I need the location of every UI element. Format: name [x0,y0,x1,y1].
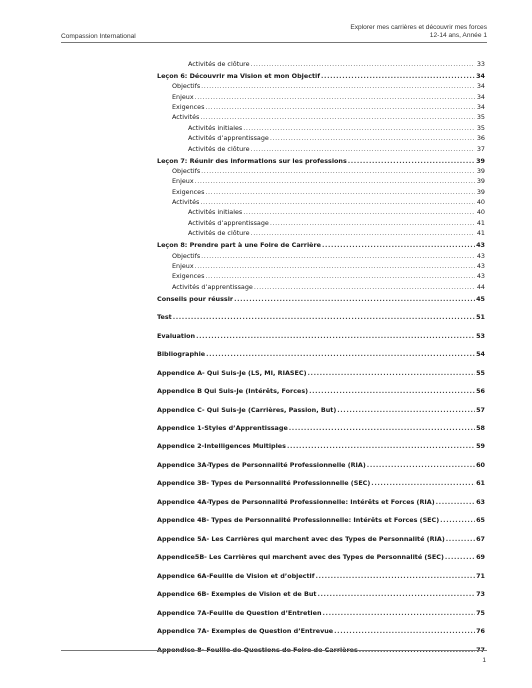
toc-entry[interactable] [157,589,485,599]
toc-entry-label: Leçon 7: Réunir des informations sur les professions [157,156,347,165]
toc-entry-label: Appendice C- Qui Suis-Je (Carrières, Passion, But) [157,405,337,414]
toc-entry[interactable] [157,251,485,261]
toc-entry-label: Activités de clôture [188,229,250,238]
toc-entry[interactable] [157,102,485,112]
toc-entry[interactable] [157,478,485,488]
toc-dot-leader [323,608,475,618]
toc-dot-leader [371,478,475,488]
toc-entry-page-number: 58 [476,423,485,432]
toc-entry-page-number: 39 [476,156,485,165]
toc-dot-leader [251,144,475,154]
table-of-contents [157,59,485,655]
toc-entry-label: Exigences [172,103,205,112]
toc-entry[interactable] [157,460,485,470]
toc-entry[interactable] [157,123,485,133]
toc-dot-leader [337,405,475,415]
toc-entry-page-number: 36 [476,134,485,143]
toc-entry-page-number: 71 [476,571,485,580]
toc-dot-leader [243,123,475,133]
toc-dot-leader [205,271,475,281]
toc-entry[interactable] [157,166,485,176]
toc-entry[interactable] [157,534,485,544]
toc-entry-label: Activités de clôture [188,60,250,68]
toc-entry-label: Appendice A- Qui Suis-Je (LS, MI, RIASEC) [157,368,307,377]
toc-dot-leader [322,240,475,250]
toc-entry-label: Enjeux [172,261,194,270]
toc-entry-label: Exigences [172,187,205,196]
toc-dot-leader [436,497,475,507]
toc-entry-page-number: 34 [476,71,485,80]
header-subtitle-line: 12-14 ans, Année 1 [429,32,487,40]
toc-entry-label: Appendice 7A-Feuille de Question d’Entretien [157,608,322,617]
toc-dot-leader [308,368,475,378]
toc-dot-leader [289,423,475,433]
toc-entry-page-number: 53 [476,331,485,340]
toc-entry-page-number: 55 [476,368,485,377]
page-number: 1 [482,657,486,664]
toc-dot-leader [254,282,475,292]
toc-entry-label: Appendice 3B- Types de Personnalité Professionnelle (SEC) [157,479,371,488]
toc-dot-leader [251,59,475,69]
toc-dot-leader [200,112,475,122]
toc-entry-label: Appendice B Qui Suis-Je (Intérêts, Forces) [157,387,309,396]
toc-entry-page-number: 51 [476,313,485,322]
toc-dot-leader [270,218,475,228]
toc-entry-page-number: 45 [476,294,485,303]
toc-entry-page-number: 43 [476,241,485,250]
toc-entry[interactable] [157,331,485,341]
toc-entry[interactable] [157,92,485,102]
toc-dot-leader [316,571,476,581]
toc-entry-label: Objectifs [172,166,201,175]
header-divider [61,42,487,43]
toc-entry[interactable] [157,608,485,618]
toc-entry[interactable] [157,176,485,186]
toc-entry-page-number: 39 [476,177,485,186]
toc-entry[interactable] [157,197,485,207]
toc-entry-label: Leçon 8: Prendre part à une Foire de Carrière [157,241,321,250]
toc-entry-page-number: 34 [476,103,485,112]
toc-entry-page-number: 34 [476,82,485,91]
toc-entry-page-number: 37 [476,144,485,153]
toc-entry-page-number: 40 [476,208,485,217]
toc-entry-label: Appendice 7A- Exemples de Question d’Entrevue [157,627,334,636]
toc-dot-leader [251,228,475,238]
toc-entry-label: Appendice 3A-Types de Personnalité Professionnelle (RIA) [157,460,366,469]
toc-dot-leader [201,251,475,261]
toc-entry[interactable] [157,515,485,525]
toc-dot-leader [205,102,475,112]
toc-dot-leader [201,81,475,91]
toc-dot-leader [173,312,475,322]
toc-entry-label: Appendice 4A-Types de Personnalité Professionnelle: Intérêts et Forces (RIA) [157,497,435,506]
toc-entry-label: Appendice 8- Feuille de Questions de Foire de Carrières [157,645,358,654]
toc-entry[interactable] [157,71,485,81]
toc-entry-page-number: 65 [476,516,485,525]
toc-dot-leader [205,187,475,197]
toc-entry-label: Exigences [172,272,205,281]
toc-entry-page-number: 63 [476,497,485,506]
toc-entry[interactable] [157,368,485,378]
toc-entry-page-number: 67 [476,534,485,543]
toc-dot-leader [445,552,475,562]
toc-entry-page-number: 33 [476,60,485,68]
toc-dot-leader [317,589,475,599]
header-organization: Compassion International [61,33,136,40]
toc-entry[interactable] [157,294,485,304]
toc-entry-page-number: 60 [476,460,485,469]
toc-entry-label: Enjeux [172,92,194,101]
toc-entry-label: Activités de clôture [188,144,250,153]
footer-divider [61,650,487,651]
toc-entry-label: Appendice5B- Les Carrières qui marchent avec des Types de Personnalité (SEC) [157,553,444,562]
toc-dot-leader [195,92,475,102]
toc-entry-page-number: 41 [476,218,485,227]
toc-entry-page-number: 57 [476,405,485,414]
toc-entry[interactable] [157,405,485,415]
toc-entry-label: Test [157,313,172,322]
toc-dot-leader [367,460,475,470]
toc-dot-leader [196,331,475,341]
toc-entry-page-number: 39 [476,166,485,175]
toc-entry-label: Appendice 6A-Feuille de Vision et d’objectif [157,571,315,580]
toc-entry-page-number: 69 [476,553,485,562]
toc-dot-leader [195,176,475,186]
toc-entry-label: Activités initiales [188,208,243,217]
toc-entry[interactable] [157,218,485,228]
toc-entry[interactable] [157,386,485,396]
toc-entry[interactable] [157,207,485,217]
toc-entry[interactable] [157,571,485,581]
toc-entry-label: Activités d’apprentissage [188,134,269,143]
toc-dot-leader [287,441,475,451]
toc-dot-leader [334,626,475,636]
toc-entry-page-number: 59 [476,442,485,451]
toc-entry-page-number: 39 [476,187,485,196]
toc-entry-page-number: 43 [476,272,485,281]
toc-entry[interactable] [157,133,485,143]
toc-dot-leader [234,294,475,304]
toc-entry-label: Appendice 1-Styles d’Apprentissage [157,423,288,432]
toc-entry-label: Objectifs [172,82,201,91]
toc-dot-leader [200,197,475,207]
toc-entry-page-number: 73 [476,590,485,599]
toc-dot-leader [195,261,475,271]
toc-entry[interactable] [157,271,485,281]
toc-entry-page-number: 76 [476,627,485,636]
toc-entry-page-number: 43 [476,251,485,260]
toc-entry-page-number: 43 [476,261,485,270]
toc-dot-leader [446,534,475,544]
toc-entry-page-number: 77 [476,645,485,654]
toc-dot-leader [309,386,475,396]
toc-entry-label: Appendice 5A- Les Carrières qui marchent avec des Types de Personnalité (RIA) [157,534,445,543]
toc-entry-label: Appendice 6B- Exemples de Vision et de But [157,590,317,599]
toc-dot-leader [348,156,475,166]
toc-entry[interactable] [157,552,485,562]
toc-entry-label: Objectifs [172,251,201,260]
toc-entry[interactable] [157,261,485,271]
toc-entry[interactable] [157,144,485,154]
toc-dot-leader [270,133,475,143]
toc-entry-label: Activités [172,198,200,207]
toc-entry-page-number: 56 [476,387,485,396]
toc-entry[interactable] [157,112,485,122]
toc-entry-label: Conseils pour réussir [157,294,234,303]
toc-entry-page-number: 40 [476,198,485,207]
toc-entry-page-number: 35 [476,123,485,132]
toc-entry[interactable] [157,497,485,507]
toc-entry-label: Appendice 4B- Types de Personnalité Professionnelle: Intérêts et Forces (SEC) [157,516,440,525]
toc-entry-label: Leçon 6: Découvrir ma Vision et mon Objectif [157,71,321,80]
toc-entry[interactable] [157,626,485,636]
toc-entry-page-number: 61 [476,479,485,488]
toc-entry-label: Activités d’apprentissage [172,282,253,291]
toc-entry[interactable] [157,81,485,91]
toc-entry-page-number: 41 [476,229,485,238]
toc-entry-page-number: 54 [476,350,485,359]
toc-entry-page-number: 35 [476,113,485,122]
toc-entry[interactable] [157,423,485,433]
toc-dot-leader [201,166,475,176]
toc-entry[interactable] [157,59,485,69]
toc-entry-label: Evaluation [157,331,196,340]
toc-dot-leader [321,71,475,81]
toc-entry-page-number: 75 [476,608,485,617]
toc-entry[interactable] [157,187,485,197]
toc-entry[interactable] [157,312,485,322]
toc-entry[interactable] [157,441,485,451]
header-title-line: Explorer mes carrières et découvrir mes forces [350,24,487,31]
header-document-title [350,24,487,41]
toc-entry-page-number: 34 [476,92,485,101]
toc-entry[interactable] [157,228,485,238]
toc-entry-label: Activités [172,113,200,122]
toc-entry-page-number: 44 [476,282,485,291]
toc-entry-label: Appendice 2-Intelligences Multiples [157,442,286,451]
toc-entry-label: Enjeux [172,177,194,186]
toc-entry[interactable] [157,156,485,166]
toc-dot-leader [243,207,475,217]
toc-entry-label: Activités d’apprentissage [188,218,269,227]
toc-entry-label: Bibliographie [157,350,206,359]
toc-dot-leader [206,349,475,359]
toc-entry[interactable] [157,282,485,292]
toc-entry[interactable] [157,240,485,250]
toc-entry[interactable] [157,349,485,359]
toc-dot-leader [440,515,475,525]
toc-entry-label: Activités initiales [188,123,243,132]
